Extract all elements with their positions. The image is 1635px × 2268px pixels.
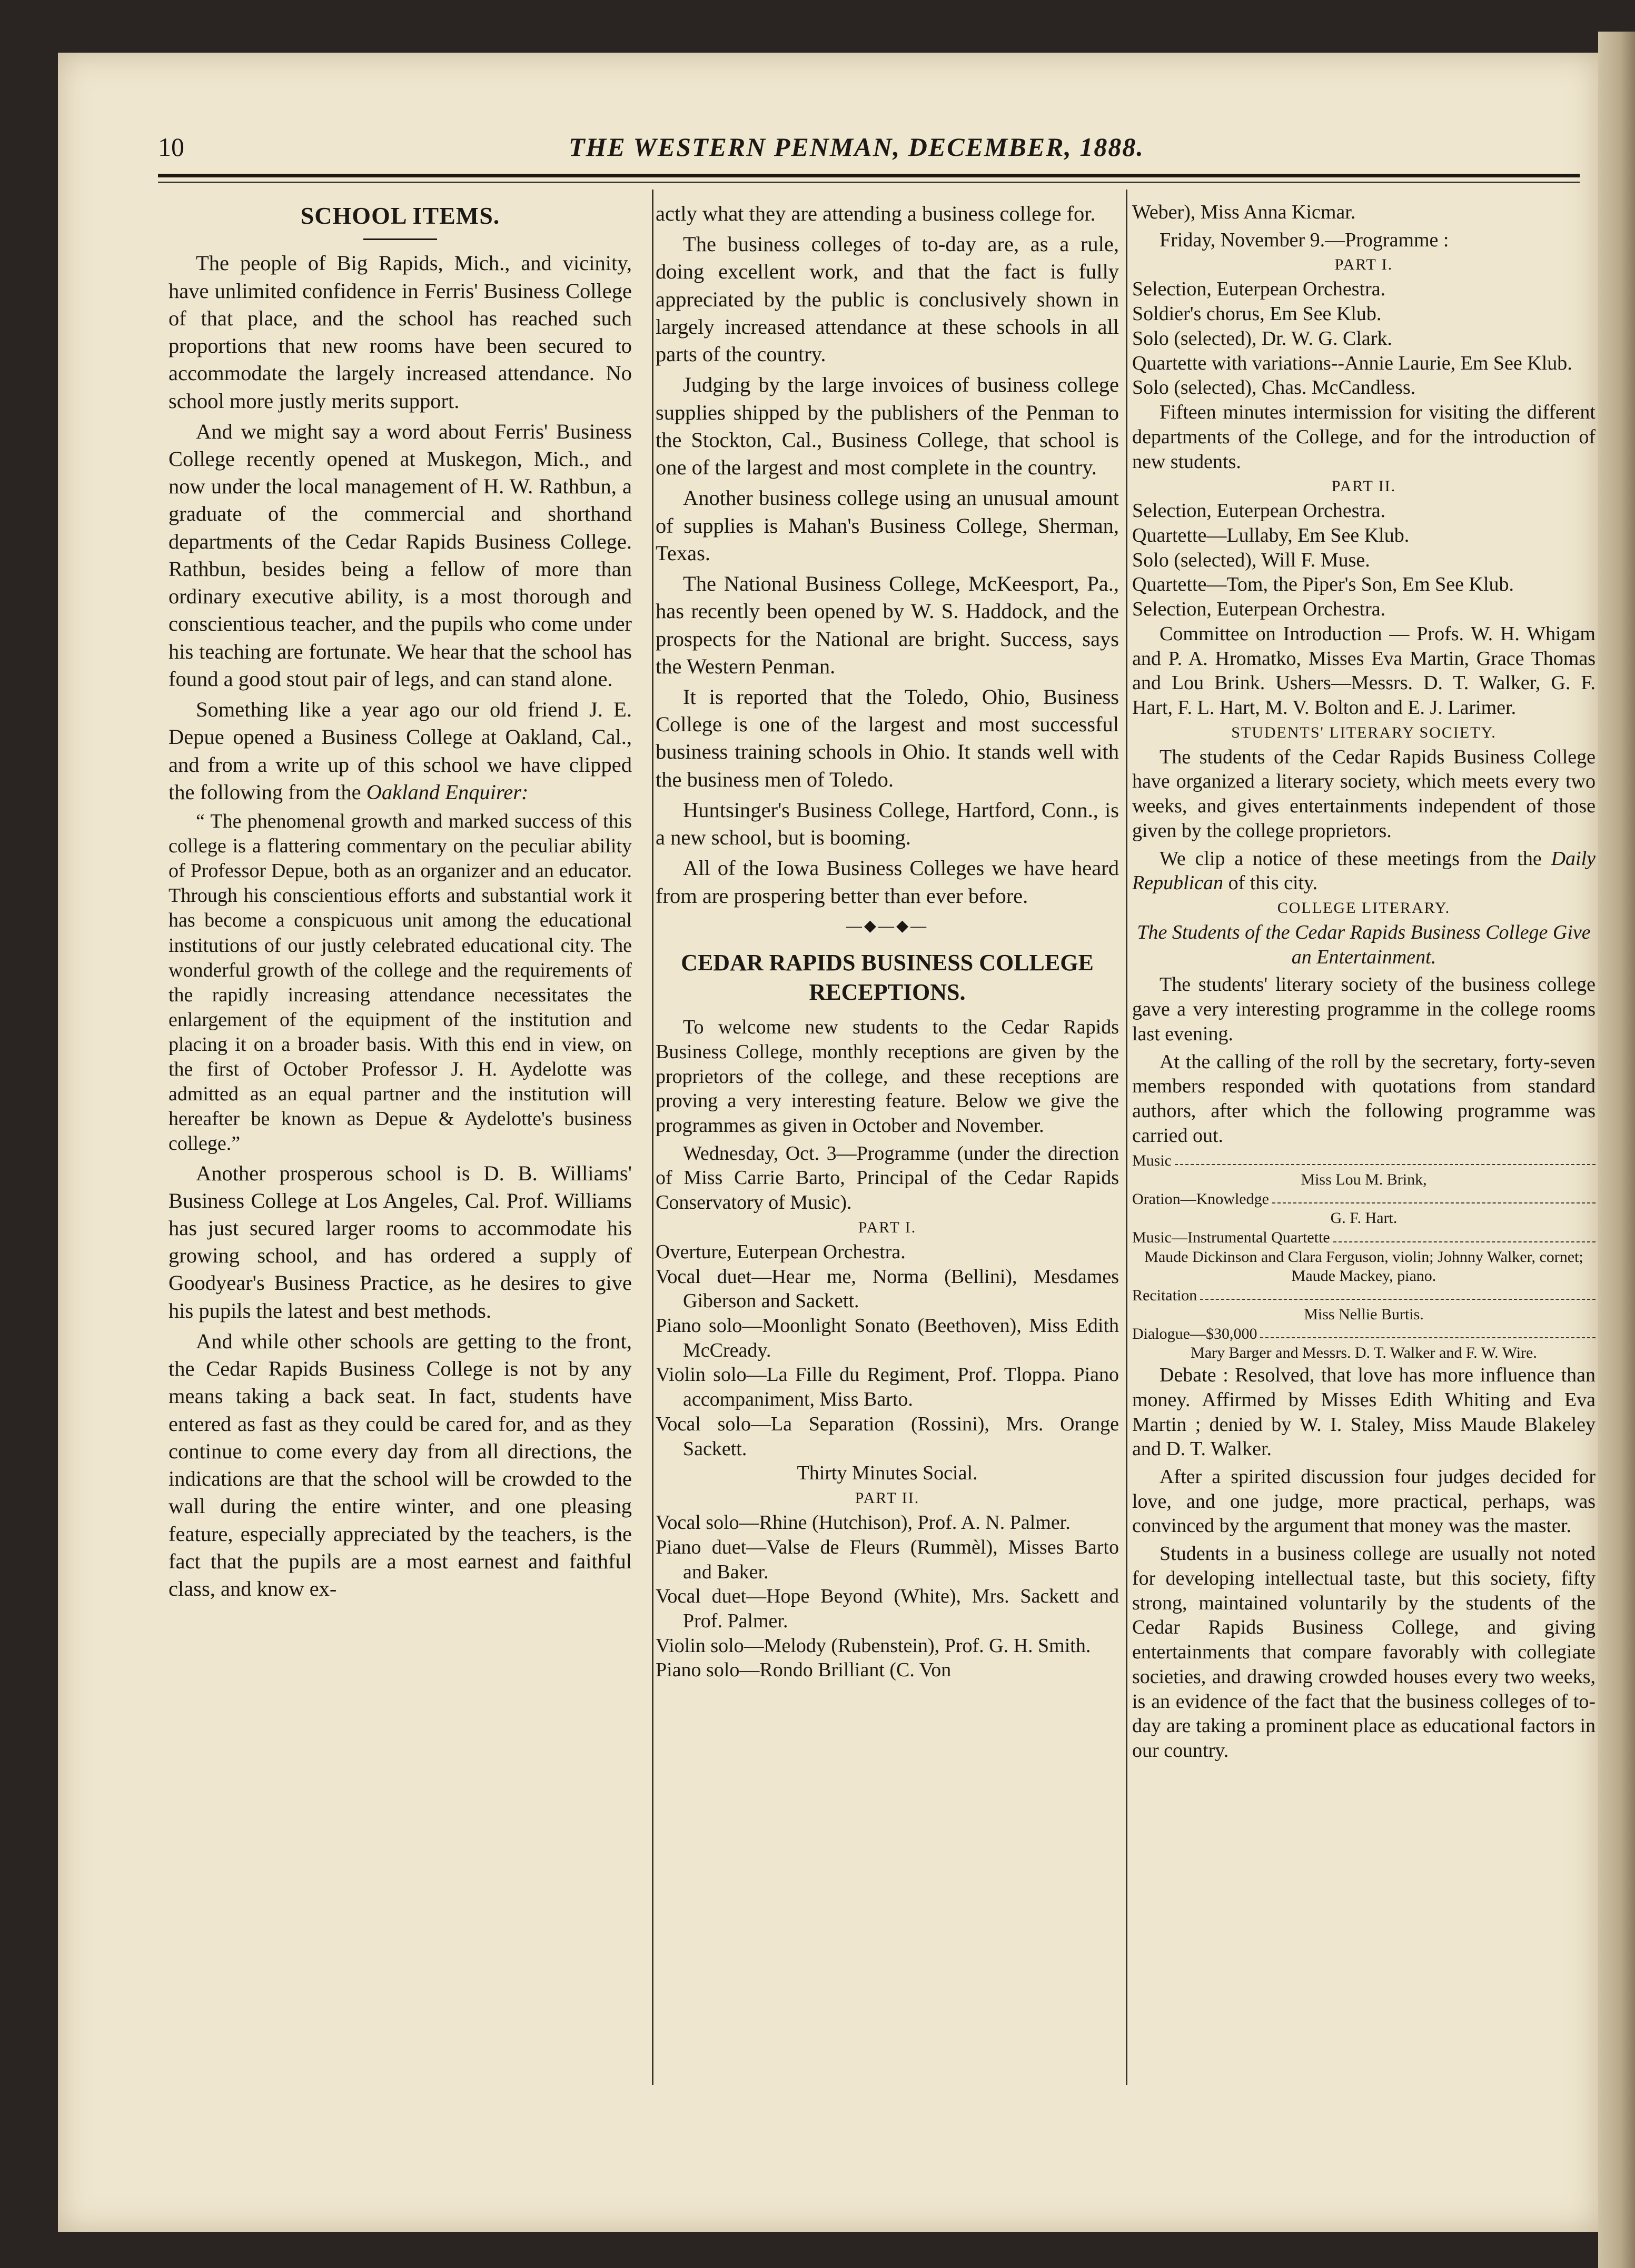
paragraph: And while other schools are getting to the front, the Cedar Rapids Business College is not by any means taking a back seat. In fact, students have entered as fast as they could be cared for, and as they continue to come every day from all directions, the indications are that the school will be crowded to the wall during the entire winter, and one pleasing feature, especially appreciated by the teachers, is the fact that the pupils are a most earnest and faithful class, and know ex- — [169, 1329, 632, 1601]
school-items-heading: SCHOOL ITEMS. — [300, 202, 500, 229]
programme-item-continued: Weber), Miss Anna Kicmar. — [1132, 201, 1356, 223]
programme-label: Oration—Knowledge — [1132, 1190, 1269, 1208]
column-2 — [656, 200, 1119, 1683]
paragraph — [169, 696, 632, 806]
literary-programme — [1132, 1151, 1596, 1364]
newspaper-name: Oakland Enquirer: — [366, 780, 529, 804]
literary-heading: COLLEGE LITERARY. — [1277, 899, 1451, 917]
literary-subheading — [1132, 920, 1596, 969]
column-divider — [1126, 190, 1127, 2085]
paragraph: The National Business College, McKeesport, Pa., has recently been opened by W. S. Haddock, and the prospects for the National are bright. Success, says the Western Penman. — [656, 572, 1119, 678]
programme-performer: G. F. Hart. — [1330, 1209, 1398, 1227]
paragraph: Debate : Resolved, that love has more influence than money. Affirmed by Misses Edith Whiting and Eva Martin ; denied by W. I. Staley, Miss Maude Blakeley and D. T. Walker. — [1132, 1364, 1596, 1460]
part-heading: PART I. — [858, 1218, 917, 1236]
programme-item: Vocal duet—Hear me, Norma (Bellini), Mesdames Giberson and Sackett. — [656, 1265, 1119, 1312]
part-heading: PART II. — [855, 1489, 920, 1507]
social-line: Thirty Minutes Social. — [797, 1462, 978, 1485]
leader-dots — [1333, 1228, 1596, 1242]
programme-item: Solo (selected), Chas. McCandless. — [1132, 376, 1416, 399]
programme-item: Overture, Euterpean Orchestra. — [656, 1240, 906, 1263]
paragraph — [1132, 847, 1596, 896]
programme-item: Vocal solo—Rhine (Hutchison), Prof. A. N. Palmer. — [656, 1511, 1071, 1534]
column-1 — [169, 200, 632, 1606]
quoted-article: “ The phenomenal growth and marked success of this college is a flattering commentary on the peculiar ability of Professor Depue, both as an organizer and an educator. Through his conscientious efforts and substantial work it has become a conspicuous unit among the educational institutions of our justly celebrated educational city. The wonderful growth of the college and the requirements of the rapidly increasing attendance necessitates the enlargement of the equipment of the institution and placing it on a broader basis. With this end in view, on the first of October Professor J. H. Aydelotte was admitted as an equal partner and the institution will hereafter be known as Depue & Aydelotte's business college.” — [169, 810, 632, 1155]
paragraph: It is reported that the Toledo, Ohio, Business College is one of the largest and most successful business training schools in Ohio. It stands well with the business men of Toledo. — [656, 684, 1119, 791]
paragraph: Fifteen minutes intermission for visiting the different departments of the College, and for the introduction of new students. — [1132, 401, 1596, 473]
leader-dots — [1200, 1286, 1596, 1300]
programme-item: Solo (selected), Dr. W. G. Clark. — [1132, 327, 1392, 350]
column-3 — [1132, 200, 1596, 1766]
paragraph: Huntsinger's Business College, Hartford, Conn., is a new school, but is booming. — [656, 798, 1119, 850]
programme-row — [1132, 1228, 1596, 1248]
programme-item: Solo (selected), Will F. Muse. — [1132, 549, 1370, 571]
page-spine-edge — [1598, 32, 1635, 2268]
programme-item: Vocal solo—La Separation (Rossini), Mrs. Orange Sackett. — [656, 1412, 1119, 1460]
programme-item: Quartette—Lullaby, Em See Klub. — [1132, 524, 1410, 546]
paragraph: The students' literary society of the business college gave a very interesting programme in the college rooms last evening. — [1132, 973, 1596, 1045]
part-heading: PART II. — [1331, 478, 1396, 495]
running-title: THE WESTERN PENMAN, DECEMBER, 1888. — [569, 132, 1144, 162]
paragraph: Students in a business college are usually not noted for developing intellectual taste, but this society, fifty strong, maintained voluntarily by the students of the Cedar Rapids Business College, and giving entertainments that compare favorably with collegiate societies, and drawing crowded houses every two weeks, is an evidence of the fact that the business colleges of to-day are taking a prominent place as educational factors in our country. — [1132, 1543, 1596, 1762]
programme-performer: Miss Lou M. Brink, — [1301, 1171, 1427, 1189]
programme-item: Piano solo—Moonlight Sonato (Beethoven), Miss Edith McCready. — [656, 1315, 1119, 1361]
programme-label: Music — [1132, 1151, 1172, 1169]
programme-row — [1132, 1325, 1596, 1344]
paragraph-text: We clip a notice of these meetings from the — [1160, 847, 1551, 870]
paragraph-text: of this city. — [1223, 872, 1318, 894]
paragraph: Committee on Introduction — Profs. W. H. Whigam and P. A. Hromatko, Misses Eva Martin, Grace Thomas and Lou Brink. Ushers—Messrs. D. T. Walker, G. F. Hart, F. L. Hart, M. V. Bolton and E. J. Larimer. — [1132, 622, 1596, 719]
paragraph: All of the Iowa Business Colleges we have heard from are prospering better than ever before. — [656, 856, 1119, 908]
header-rule-thin — [158, 182, 1580, 183]
programme-item: Soldier's chorus, Em See Klub. — [1132, 303, 1382, 325]
newspaper-name: Daily Republican — [1132, 847, 1596, 894]
leader-dots — [1260, 1325, 1596, 1339]
literary-subheading-text: The Students of the Cedar Rapids Business College Give an Entertainment. — [1137, 921, 1591, 968]
page-number: 10 — [158, 132, 184, 162]
paragraph-text: Something like a year ago our old friend J. E. Depue opened a Business College at Oakland, Cal., and from a write up of this school we have clipped the following from the — [169, 698, 632, 804]
paragraph: At the calling of the roll by the secretary, forty-seven members responded with quotations from standard authors, after which the following programme was carried out. — [1132, 1050, 1596, 1147]
receptions-heading: CEDAR RAPIDS BUSINESS COLLEGE RECEPTIONS. — [681, 949, 1094, 1006]
paragraph: Wednesday, Oct. 3—Programme (under the direction of Miss Carrie Barto, Principal of the Cedar Rapids Conservatory of Music). — [656, 1142, 1119, 1214]
programme-item: Quartette—Tom, the Piper's Son, Em See Klub. — [1132, 573, 1514, 596]
programme-performer: Mary Barger and Messrs. D. T. Walker and F. W. Wire. — [1191, 1344, 1537, 1362]
heading-rule — [363, 238, 437, 240]
programme-item: Violin solo—Melody (Rubenstein), Prof. G. H. Smith. — [656, 1634, 1091, 1657]
friday-programme-title: Friday, November 9.—Programme : — [1160, 228, 1449, 251]
programme-item: Quartette with variations--Annie Laurie, Em See Klub. — [1132, 352, 1572, 374]
section-ornament: —◆—◆— — [846, 917, 929, 934]
paragraph: And we might say a word about Ferris' Business College recently opened at Muskegon, Mich., and now under the local management of H. W. Rathbun, a graduate of the commercial and shorthand departments of the Cedar Rapids Business College. Rathbun, besides being a fellow of more than ordinary executive ability, is a most thorough and conscientious teacher, and the pupils who come under his teaching are fortunate. We hear that the school has found a good stout pair of legs, and can stand alone. — [169, 419, 632, 691]
paragraph: After a spirited discussion four judges decided for love, and one judge, more practical, perhaps, was convinced by the argument that money was the master. — [1132, 1466, 1596, 1537]
programme-item: Selection, Euterpean Orchestra. — [1132, 598, 1386, 621]
programme-item: Vocal duet—Hope Beyond (White), Mrs. Sackett and Prof. Palmer. — [656, 1585, 1119, 1632]
header-rule-thick — [158, 174, 1580, 177]
programme-performer: Miss Nellie Burtis. — [1304, 1306, 1424, 1324]
programme-label: Recitation — [1132, 1286, 1197, 1304]
programme-label: Dialogue—$30,000 — [1132, 1325, 1257, 1342]
programme-row — [1132, 1190, 1596, 1209]
programme-item: Piano solo—Rondo Brilliant (C. Von — [656, 1659, 952, 1682]
paragraph: Judging by the large invoices of business college supplies shipped by the publishers of the Penman to the Stockton, Cal., Business College, that school is one of the largest and most complete in the country. — [656, 373, 1119, 480]
paragraph: actly what they are attending a business college for. — [656, 202, 1096, 225]
programme-performer: Maude Dickinson and Clara Ferguson, violin; Johnny Walker, cornet; Maude Mackey, piano. — [1144, 1248, 1583, 1285]
leader-dots — [1175, 1151, 1596, 1166]
paragraph: The students of the Cedar Rapids Business College have organized a literary society, which meets every two weeks, and gives entertainments independent of those given by the college proprietors. — [1132, 745, 1596, 842]
paragraph: To welcome new students to the Cedar Rapids Business College, monthly receptions are given by the proprietors of the college, and these receptions are proving a very interesting feature. Below we give the programmes as given in October and November. — [656, 1016, 1119, 1137]
programme-item: Selection, Euterpean Orchestra. — [1132, 278, 1386, 301]
column-divider — [652, 190, 653, 2085]
programme-row — [1132, 1151, 1596, 1171]
programme-label: Music—Instrumental Quartette — [1132, 1228, 1330, 1246]
programme-item: Piano duet—Valse de Fleurs (Rummèl), Misses Barto and Baker. — [656, 1536, 1119, 1583]
programme-item: Selection, Euterpean Orchestra. — [1132, 500, 1386, 522]
society-heading: STUDENTS' LITERARY SOCIETY. — [1231, 723, 1497, 741]
leader-dots — [1272, 1190, 1596, 1204]
programme-item: Violin solo—La Fille du Regiment, Prof. Tloppa. Piano accompaniment, Miss Barto. — [656, 1364, 1119, 1411]
paragraph: Another prosperous school is D. B. Williams' Business College at Los Angeles, Cal. Prof. Williams has just secured larger rooms to accommodate his growing school, and has ordered a supply of Goodyear's Business Practice, as he desires to give his pupils the latest and best methods. — [169, 1161, 632, 1322]
part-heading: PART I. — [1334, 256, 1393, 274]
paragraph: The people of Big Rapids, Mich., and vicinity, have unlimited confidence in Ferris' Business College of that place, and the school has reached such proportions that new rooms have been secured to accommodate the largely increased attendance. No school more justly merits support. — [169, 251, 632, 413]
programme-row — [1132, 1286, 1596, 1306]
paragraph: Another business college using an unusual amount of supplies is Mahan's Business College, Sherman, Texas. — [656, 486, 1119, 565]
paragraph: The business colleges of to-day are, as a rule, doing excellent work, and that the fact is fully appreciated by the public is conclusively shown in largely increased attendance at these schools in all parts of the country. — [656, 232, 1119, 366]
page-header — [158, 132, 1580, 174]
